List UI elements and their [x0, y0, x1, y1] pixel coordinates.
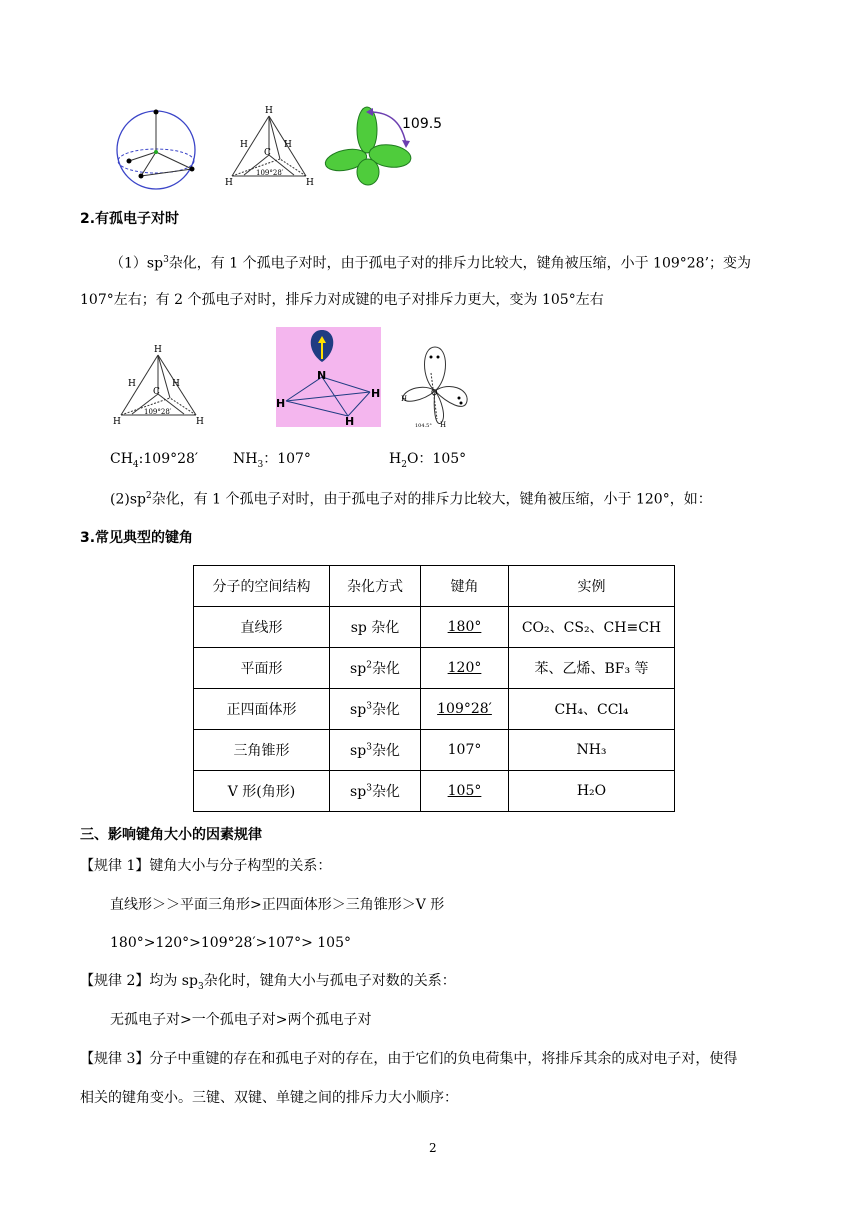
svg-text:H: H	[240, 140, 248, 150]
svg-text:H: H	[265, 106, 273, 116]
table-row	[194, 607, 675, 648]
section-4-heading: 三、影响键角大小的因素规律	[80, 827, 262, 843]
table-cell-hybridization: sp 杂化	[330, 607, 421, 648]
svg-text:109°28′: 109°28′	[144, 408, 172, 416]
svg-text:N: N	[317, 369, 327, 382]
svg-text:H: H	[284, 140, 292, 150]
paragraph-1-line-2: 107°左右；有 2 个孤电子对时，排斥力对成键的电子对排斥力更大，变为 105°左右	[80, 292, 604, 308]
svg-text:H: H	[401, 395, 408, 403]
table-row	[194, 648, 675, 689]
caption-nh3: $NH_3$：107°	[233, 451, 311, 470]
svg-text:H: H	[276, 397, 286, 410]
svg-text:H: H	[128, 379, 136, 389]
page-number: 2	[429, 1141, 437, 1155]
table-cell-angle: 105°	[421, 771, 509, 812]
table-cell-shape: 三角锥形	[194, 730, 330, 771]
table-cell-example: CO₂、CS₂、CH≡CH	[509, 607, 675, 648]
svg-text:H: H	[225, 178, 233, 188]
table-cell-shape: 直线形	[194, 607, 330, 648]
svg-text:O: O	[431, 388, 438, 397]
table-cell-example: 苯、乙烯、BF₃ 等	[509, 648, 675, 689]
caption-h2o: $H_2O$：105°	[389, 451, 467, 470]
section-3-heading: 3.常见典型的键角	[80, 530, 194, 546]
paragraph-1-line-1: $(1)sp^3$杂化，有 1 个孤电子对时，由于孤电子对的排斥力比较大，键角被压缩，小于 109°28’；变为	[110, 255, 752, 272]
table-cell-angle: 109°28′	[421, 689, 509, 730]
table-cell-hybridization: $sp^3$杂化	[330, 689, 421, 730]
table-cell-angle: 180°	[421, 607, 509, 648]
svg-text:H: H	[154, 345, 162, 355]
table-cell-example: H₂O	[509, 771, 675, 812]
rule-1-line-1: 直线形＞＞平面三角形>正四面体形＞三角锥形＞V 形	[110, 897, 445, 913]
caption-ch4: $CH_4:109^\circ 28'$	[110, 451, 199, 470]
rule-1: 【规律 1】键角大小与分子构型的关系：	[80, 858, 332, 874]
ch4-tetrahedron-figure	[110, 342, 210, 428]
rule-3-line-2: 相关的键角变小。三键、双键、单键之间的排斥力大小顺序：	[80, 1090, 458, 1106]
table-cell-hybridization: $sp^3$杂化	[330, 771, 421, 812]
methane-tetrahedron-figure	[222, 103, 318, 191]
table-header-cell: 实例	[509, 566, 675, 607]
svg-text:104.5°: 104.5°	[415, 423, 432, 429]
svg-text:H: H	[306, 178, 314, 188]
svg-text:H: H	[172, 379, 180, 389]
table-header-row	[194, 566, 675, 607]
table-cell-hybridization: $sp^3$杂化	[330, 730, 421, 771]
rule-3-line-1: 【规律 3】分子中重键的存在和孤电子对的存在，由于它们的负电荷集中，将排斥其余的成对电子对，使得	[80, 1051, 738, 1067]
svg-text:C: C	[153, 387, 160, 397]
svg-text:109.5: 109.5	[402, 116, 443, 132]
h2o-orbital-figure	[395, 343, 475, 431]
svg-text:109°28′: 109°28′	[256, 169, 284, 177]
table-cell-shape: V 形(角形)	[194, 771, 330, 812]
table-row	[194, 689, 675, 730]
svg-text:H: H	[196, 417, 204, 427]
table-header-cell: 分子的空间结构	[194, 566, 330, 607]
table-cell-hybridization: $sp^2$杂化	[330, 648, 421, 689]
rule-1-line-2: 180°>120°>109°28′>107°> 105°	[110, 935, 351, 951]
paragraph-2: $(2)sp^2$杂化，有 1 个孤电子对时，由于孤电子对的排斥力比较大，键角被压缩，小于 120°，如：	[110, 491, 712, 508]
svg-text:H: H	[371, 387, 381, 400]
table-cell-shape: 平面形	[194, 648, 330, 689]
nh3-pyramid-figure	[276, 327, 381, 427]
table-header-cell: 键角	[421, 566, 509, 607]
svg-text:H: H	[345, 415, 355, 427]
svg-text:H: H	[440, 421, 447, 429]
svg-text:C: C	[264, 148, 271, 158]
table-cell-example: NH₃	[509, 730, 675, 771]
table-cell-example: CH₄、CCl₄	[509, 689, 675, 730]
bond-angle-table	[193, 565, 675, 812]
sphere-tetrahedron-figure	[112, 105, 200, 191]
table-cell-shape: 正四面体形	[194, 689, 330, 730]
table-row	[194, 771, 675, 812]
sp3-orbital-figure	[322, 104, 448, 190]
rule-2-line-1: 无孤电子对>一个孤电子对>两个孤电子对	[110, 1012, 372, 1028]
svg-text:H: H	[113, 417, 121, 427]
table-row	[194, 730, 675, 771]
rule-2: 【规律 2】均为 $sp_3$杂化时，键角大小与孤电子对数的关系：	[80, 973, 456, 992]
table-cell-angle: 120°	[421, 648, 509, 689]
table-cell-angle: 107°	[421, 730, 509, 771]
section-2-heading: 2.有孤电子对时	[80, 211, 180, 227]
table-header-cell: 杂化方式	[330, 566, 421, 607]
